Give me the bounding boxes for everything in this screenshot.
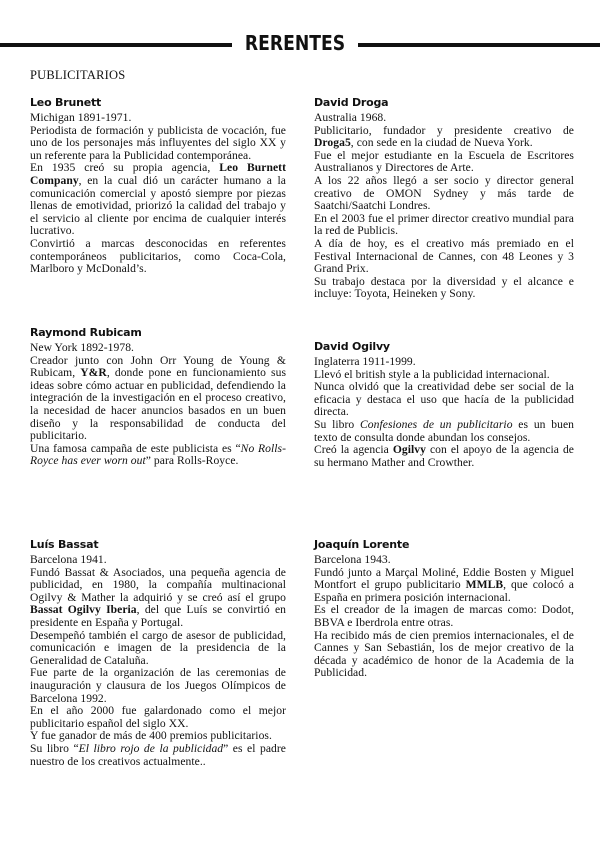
entry-paragraph: Publicitario, fundador y presidente creativo de Droga5, con sede en la ciudad de Nueva York. xyxy=(314,123,574,150)
entry-name: Luís Bassat xyxy=(30,538,99,551)
entry-leo-brunett xyxy=(30,96,286,276)
entry-name: Raymond Rubicam xyxy=(30,326,142,339)
entry-paragraph: A día de hoy, es el creativo más premiado en el Festival Internacional de Cannes, con 48 Leones y 3 Grand Prix. xyxy=(314,236,574,276)
entry-paragraph: Fundó Bassat & Asociados, una pequeña agencia de publicidad, en 1980, la compañía multinacional Ogilvy & Mather la adquirió y se creó así el grupo Bassat Ogilvy Iberia, del que Luís se convirtió en presidente en España y Portugal. xyxy=(30,565,286,629)
entry-paragraph: Llevó el british style a la publicidad internacional. xyxy=(314,367,550,381)
entry-paragraph: Fue el mejor estudiante en la Escuela de Escritores Australianos y Directores de Arte. xyxy=(314,148,574,175)
entry-name: David Droga xyxy=(314,96,389,109)
entry-luis-bassat xyxy=(30,538,286,768)
entry-paragraph: Fundó junto a Marçal Moliné, Eddie Bosten y Miguel Montfort el grupo publicitario MMLB, que colocó a España en primera posición internacional. xyxy=(314,565,574,604)
entry-origin: Australia 1968. xyxy=(314,111,387,124)
entry-origin: Inglaterra 1911-1999. xyxy=(314,355,416,368)
entry-paragraph: Convirtió a marcas desconocidas en referentes contemporáneos publicitarios, como Coca-Cola, Marlboro y McDonald’s. xyxy=(30,236,286,276)
section-label: PUBLICITARIOS xyxy=(30,68,126,82)
entry-name: David Ogilvy xyxy=(314,340,390,353)
page-header xyxy=(0,30,600,60)
entry-paragraph: Fue parte de la organización de las ceremonias de inauguración y clausura de los Juegos Olímpicos de Barcelona 1992. xyxy=(30,666,286,705)
entry-paragraph: Su trabajo destaca por la diversidad y el alcance e incluye: Toyota, Heineken y Sony. xyxy=(314,274,574,301)
entry-paragraph: En el año 2000 fue galardonado como el mejor publicitario español del siglo XX. xyxy=(30,704,286,730)
entry-paragraph: Una famosa campaña de este publicista es “No Rolls-Royce has ever worn out” para Rolls-Royce. xyxy=(30,441,287,468)
entry-paragraph: Creó la agencia Ogilvy con el apoyo de la agencia de su hermano Mather and Crowther. xyxy=(314,443,574,469)
entry-paragraph: Ha recibido más de cien premios internacionales, el de Cannes y San Sebastián, los de mejor creativo de la década y académico de honor de la Academia de la Publicidad. xyxy=(314,628,574,680)
entry-name: Leo Brunett xyxy=(30,96,102,109)
entry-david-ogilvy xyxy=(314,340,574,469)
entry-paragraph: En el 2003 fue el primer director creativo mundial para la red de Publicis. xyxy=(314,211,574,238)
entry-david-droga xyxy=(314,96,574,301)
entry-raymond-rubicam xyxy=(30,326,286,468)
entry-origin: New York 1892-1978. xyxy=(30,341,135,354)
page-title: RERENTES xyxy=(244,31,346,55)
entry-origin: Barcelona 1943. xyxy=(314,553,391,566)
entry-paragraph: Desempeñó también el cargo de asesor de publicidad, comunicación e imagen de la presidencia de la Generalidad de Cataluña. xyxy=(30,628,286,667)
entry-paragraph: Su libro “El libro rojo de la publicidad” es el padre nuestro de los creativos actualmente.. xyxy=(30,741,286,768)
entry-joaquin-lorente xyxy=(314,538,574,680)
entry-origin: Barcelona 1941. xyxy=(30,553,107,566)
entry-paragraph: En 1935 creó su propia agencia, Leo Burnett Company, en la cual dió un carácter humano a la comunicación comercial y apostó siempre por piezas llenas de emotividad, priorizó la calidad del trabajo y el servicio al cliente por encima de cualquier interés lucrativo. xyxy=(30,161,286,238)
header-rule-right xyxy=(358,43,600,47)
entry-origin: Michigan 1891-1971. xyxy=(30,111,132,124)
entry-paragraph: A los 22 años llegó a ser socio y director general creativo de OMON Sydney y más tarde de Saatchi/Saatchi Londres. xyxy=(314,173,574,213)
entry-paragraph: Creador junto con John Orr Young de Young & Rubicam, Y&R, donde pone en funcionamiento sus ideas sobre cómo actuar en publicidad, defendiendo la integración de la investigación en el proceso creativo, la necesidad de hacer anuncios basados en un buen diseño y la responsabilidad de conducta del publicitario. xyxy=(30,353,286,443)
entry-paragraph: Es el creador de la imagen de marcas como: Dodot, BBVA e Iberdrola entre otras. xyxy=(314,603,574,629)
entry-paragraph: Su libro Confesiones de un publicitario es un buen texto de consulta donde abundan los consejos. xyxy=(314,417,574,444)
entry-paragraph: Nunca olvidó que la creatividad debe ser social de la eficacia y destaca el uso que hacía de la publicidad directa. xyxy=(314,380,574,419)
entry-name: Joaquín Lorente xyxy=(314,538,410,551)
entry-paragraph: Y fue ganador de más de 400 premios publicitarios. xyxy=(30,729,272,743)
entry-paragraph: Periodista de formación y publicista de vocación, fue uno de los personajes más influyentes del siglo XX y un referente para la Publicidad contemporánea. xyxy=(30,123,286,162)
header-rule-left xyxy=(0,43,232,47)
